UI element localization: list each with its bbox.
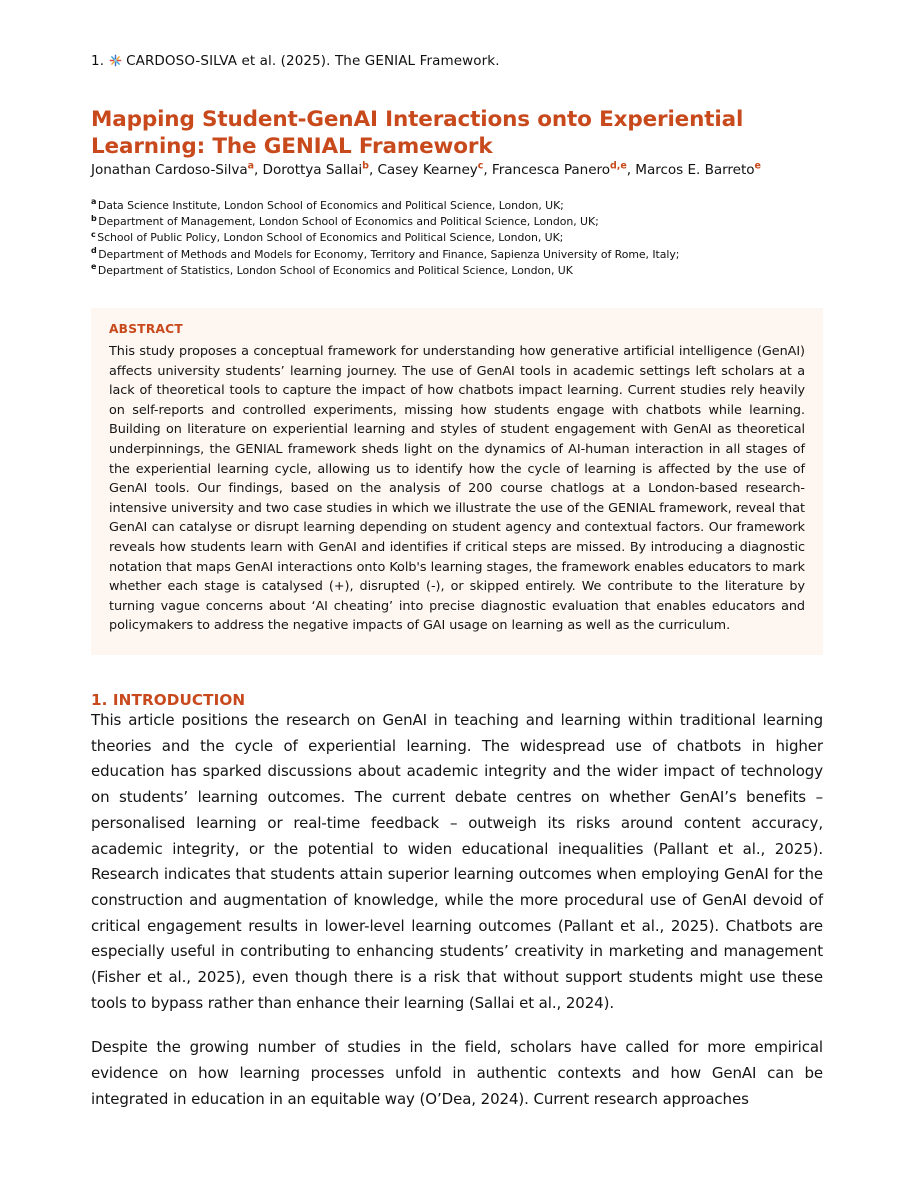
affiliation-mark: c [91, 229, 96, 239]
author-item [263, 162, 369, 178]
body-paragraph: Despite the growing number of studies in the field, scholars have called for more empirical evidence on how learning processes unfold in authentic contexts and how GenAI can be integrated in education in an equitable way (O’Dea, 2024). Current research approaches [91, 1038, 823, 1108]
section-body [91, 708, 823, 1113]
author-affiliation-mark: b [362, 160, 369, 172]
author-item [91, 162, 254, 178]
abstract-label: ABSTRACT [109, 322, 183, 336]
author-separator: , [254, 162, 263, 178]
author-separator: , [368, 162, 378, 178]
author-separator: , [483, 162, 492, 178]
abstract-text: This study proposes a conceptual framework for understanding how generative artificial intelligence (GenAI) affects university students’ learning journey. The use of GenAI tools in academic settings left scholars at a lack of theoretical tools to capture the impact of how chatbots impact learning. Current studies rely heavily on self-reports and controlled experiments, missing how students engage with chatbots while learning. Building on literature on experiential learning and styles of student engagement with GenAI as theoretical underpinnings, the GENIAL framework sheds light on the dynamics of AI-human interaction in all stages of the experiential learning cycle, allowing us to identify how the cycle of learning is affected by the use of GenAI tools. Our findings, based on the analysis of 200 course chatlogs at a London-based research-intensive university and two case studies in which we illustrate the use of the GENIAL framework, reveal that GenAI can catalyse or disrupt learning depending on student agency and contextual factors. Our framework reveals how students learn with GenAI and identifies if critical steps are missed. By introducing a diagnostic notation that maps GenAI interactions onto Kolb's learning stages, the framework enables educators to mark whether each stage is catalysed (+), disrupted (-), or skipped entirely. We contribute to the literature by turning vague concerns about ‘AI cheating’ into precise diagnostic evaluation that enables educators and policymakers to address the negative impacts of GAI usage on learning as well as the curriculum. [109, 344, 805, 634]
author-name: Casey Kearney [377, 162, 478, 178]
affiliation-item [91, 214, 851, 230]
author-name: Dorottya Sallai [262, 162, 363, 178]
affiliation-text: Data Science Institute, London School of Economics and Political Science, London, UK; [97, 199, 564, 212]
author-name: Francesca Panero [491, 162, 611, 178]
abstract-box [91, 308, 823, 655]
author-affiliation-mark: c [477, 160, 484, 172]
author-item [377, 162, 483, 178]
author-item [635, 162, 761, 178]
affiliation-mark: b [91, 213, 97, 223]
affiliation-text: Department of Statistics, London School of Economics and Political Science, London, UK [97, 263, 573, 277]
affiliation-mark: d [91, 245, 97, 255]
affiliation-item [91, 198, 851, 214]
author-name: Marcos E. Barreto [635, 162, 755, 178]
affiliation-text: School of Public Policy, London School of Economics and Political Science, London, UK; [97, 231, 564, 245]
affiliation-item [91, 230, 851, 246]
affiliation-text: Department of Management, London School of Economics and Political Science, London, UK; [98, 215, 599, 229]
author-affiliation-mark: e [754, 160, 761, 172]
author-list [91, 160, 841, 180]
running-header-citation: CARDOSO-SILVA et al. (2025). The GENIAL Framework. [126, 53, 500, 69]
author-affiliation-mark: a [247, 160, 254, 172]
affiliation-list [91, 198, 851, 279]
author-separator: , [626, 162, 636, 178]
sparkle-icon [109, 54, 122, 67]
running-header [91, 52, 500, 70]
author-name: Jonathan Cardoso-Silva [91, 162, 248, 178]
affiliation-text: Department of Methods and Models for Economy, Territory and Finance, Sapienza University of Rome, Italy; [98, 247, 680, 261]
body-paragraph: This article positions the research on GenAI in teaching and learning within traditional learning theories and the cycle of experiential learning. The widespread use of chatbots in higher education has sparked discussions about academic integrity and the wider impact of technology on students’ learning outcomes. The current debate centres on whether GenAI’s benefits – personalised learning or real-time feedback – outweigh its risks around content accuracy, academic integrity, or the potential to widen educational inequalities (Pallant et al., 2025). Research indicates that students attain superior learning outcomes when employing GenAI for the construction and augmentation of knowledge, while the more procedural use of GenAI devoid of critical engagement results in lower-level learning outcomes (Pallant et al., 2025). Chatbots are especially useful in contributing to enhancing students’ creativity in marketing and management (Fisher et al., 2025), even though there is a risk that without support students might use these tools to bypass rather than enhance their learning (Sallai et al., 2024). [91, 711, 823, 1012]
running-header-number: 1. [91, 53, 105, 69]
affiliation-mark: e [91, 262, 97, 272]
section-heading-introduction: 1. INTRODUCTION [91, 690, 246, 709]
author-item [492, 162, 627, 178]
page-title: Mapping Student-GenAI Interactions onto Experiential Learning: The GENIAL Framework [91, 107, 744, 160]
affiliation-item [91, 263, 851, 279]
author-affiliation-mark: d,e [610, 160, 627, 172]
affiliation-item [91, 247, 851, 263]
affiliation-mark: a [91, 197, 97, 207]
